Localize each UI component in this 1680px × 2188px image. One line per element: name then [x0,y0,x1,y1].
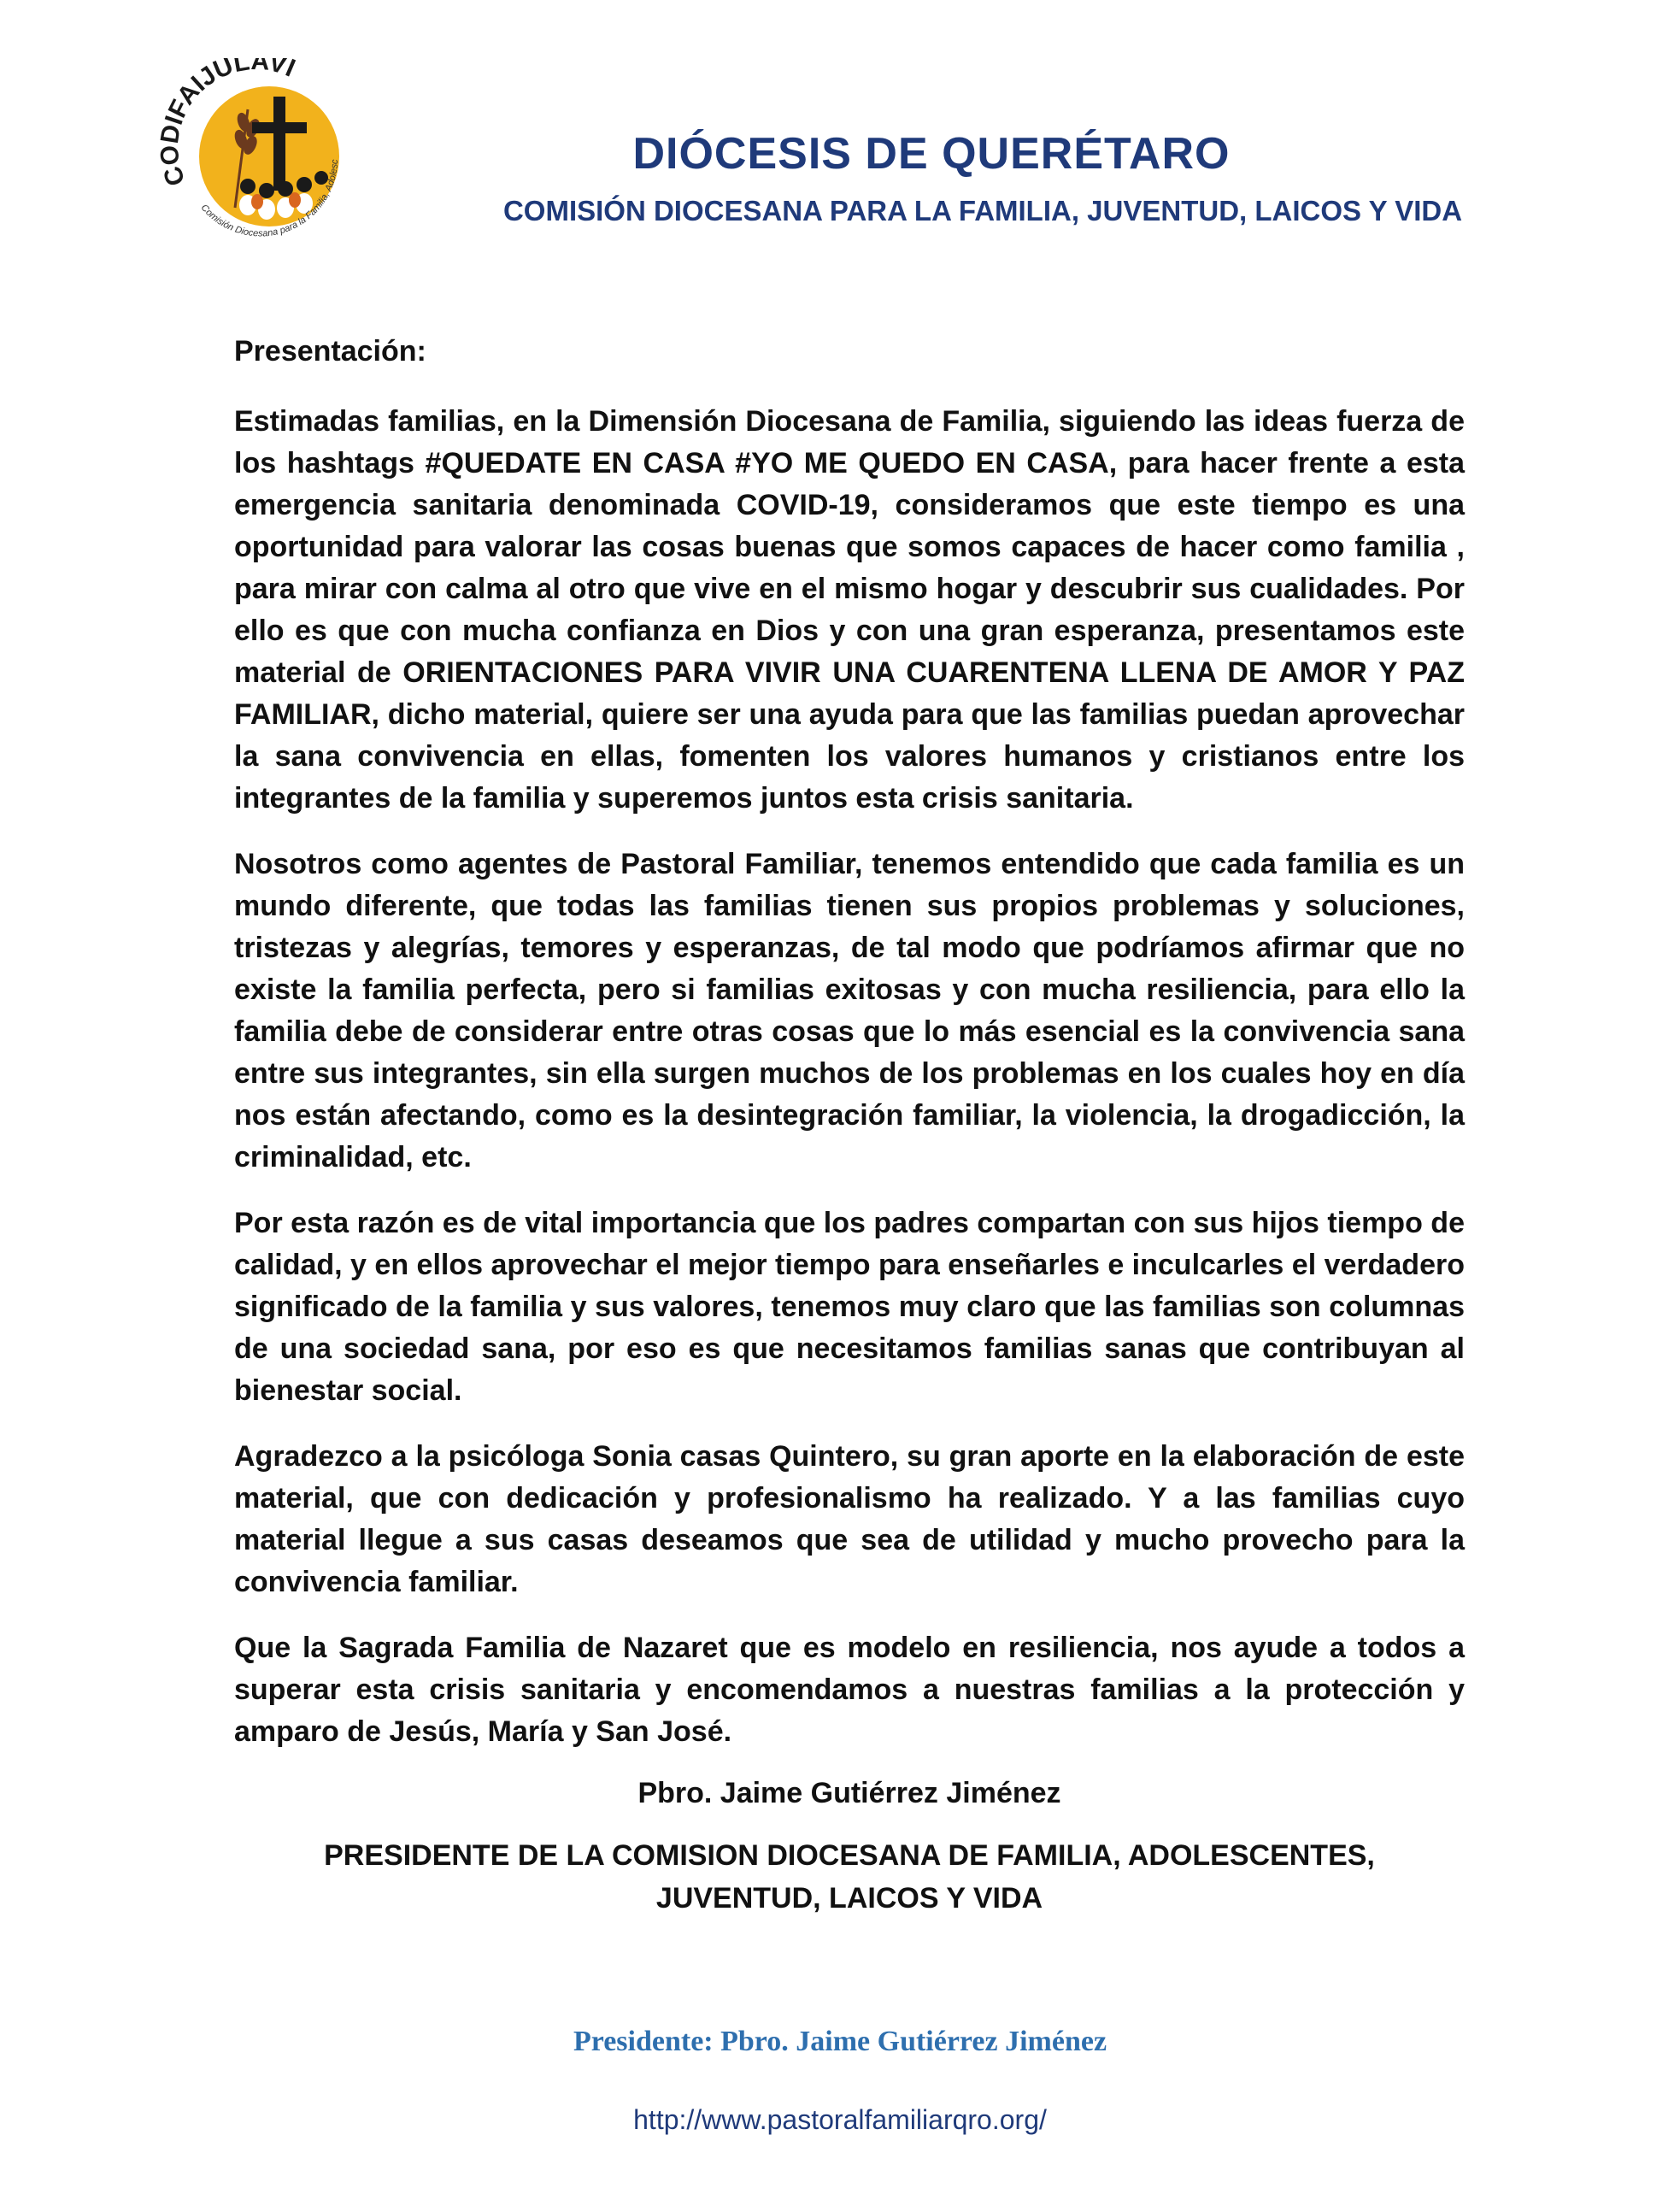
diocese-title: DIÓCESIS DE QUERÉTARO [632,129,1231,179]
paragraph-4: Agradezco a la psicóloga Sonia casas Quintero, su gran aporte en la elaboración de este material, que con dedicación y profesionalismo ha realizado. Y a las familias cuyo material llegue a sus casas deseamos que sea de utilidad y mucho provecho para la convivencia familiar. [234,1440,1465,1598]
signer-role-line-1: PRESIDENTE DE LA COMISION DIOCESANA DE FAMILIA, ADOLESCENTES, [324,1839,1375,1872]
footer-website-link[interactable]: http://www.pastoralfamiliarqro.org/ [633,2104,1047,2135]
document-header [376,128,1589,227]
signer-role-line-2: JUVENTUD, LAICOS Y VIDA [655,1882,1043,1914]
section-heading: Presentación: [234,335,426,368]
signer-name: Pbro. Jaime Gutiérrez Jiménez [637,1777,1061,1809]
svg-text:CODIFAIJULAVI: CODIFAIJULAVI [155,58,300,190]
paragraph-1: Estimadas familias, en la Dimensión Diocesana de Familia, siguiendo las ideas fuerza de los hashtags #QUEDATE EN CASA #YO ME QUEDO EN CASA, para hacer frente a esta emergencia sanitaria denominada COVID-19, consideramos que este tiempo es una oportunidad para valorar las cosas buenas que somos capaces de hacer como familia , para mirar con calma al otro que vive en el mismo hogar y descubrir sus cualidades. Por ello es que con mucha confianza en Dios y con una gran esperanza, presentamos este material de ORIENTACIONES PARA VIVIR UNA CUARENTENA LLENA DE AMOR Y PAZ FAMILIAR, dicho material, quiere ser una ayuda para que las familias puedan aprovechar la sana convivencia en ellas, fomenten los valores humanos y cristianos entre los integrantes de la familia y superemos juntos esta crisis sanitaria. [234,405,1465,815]
paragraph-5: Que la Sagrada Familia de Nazaret que es modelo en resiliencia, nos ayude a todos a superar esta crisis sanitaria y encomendamos a nuestras familias a la protección y amparo de Jesús, María y San José. [234,1632,1465,1748]
footer-president: Presidente: Pbro. Jaime Gutiérrez Jiménez [573,2026,1107,2057]
svg-text:Comisión Diocesana para la Fam: Comisión Diocesana para la Familia, Adolesc [198,159,341,239]
commission-title: COMISIÓN DIOCESANA PARA LA FAMILIA, JUVENTUD, LAICOS Y VIDA [502,195,1463,226]
signer-role [234,1834,1465,1920]
paragraph-2: Nosotros como agentes de Pastoral Familiar, tenemos entendido que cada familia es un mundo diferente, que todas las familias tienen sus propios problemas y soluciones, tristezas y alegrías, temores y esperanzas, de tal modo que podríamos afirmar que no existe la familia perfecta, pero si familias exitosas y con mucha resiliencia, para ello la familia debe de considerar entre otras cosas que lo más esencial es la convivencia sana entre sus integrantes, sin ella surgen muchos de los problemas en los cuales hoy en día nos están afectando, como es la desintegración familiar, la violencia, la drogadicción, la criminalidad, etc. [234,848,1465,1173]
letter-body [234,335,1465,1920]
paragraph-3: Por esta razón es de vital importancia que los padres compartan con sus hijos tiempo de calidad, y en ellos aprovechar el mejor tiempo para enseñarles e inculcarles el verdadero significado de la familia y sus valores, tenemos muy claro que las familias son columnas de una sociedad sana, por eso es que necesitamos familias sanas que contribuyan al bienestar social. [234,1207,1465,1407]
